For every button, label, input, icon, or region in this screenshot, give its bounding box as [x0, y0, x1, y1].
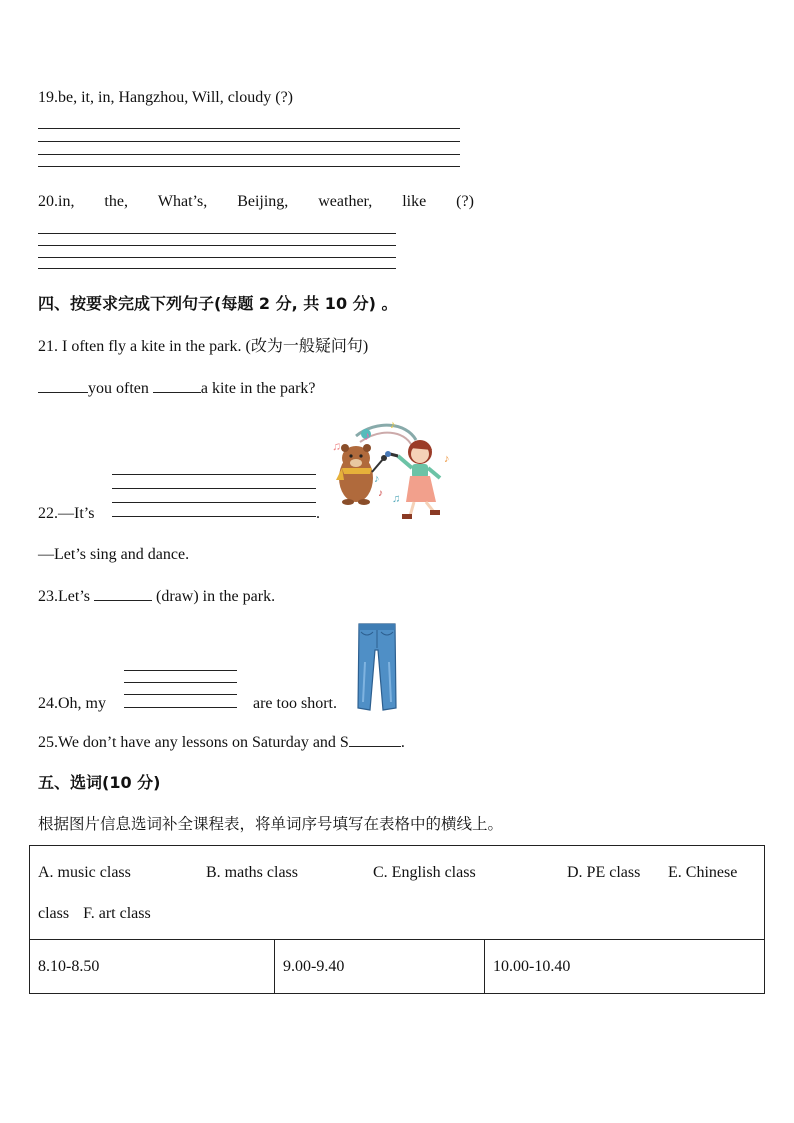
question-19: 19.be, it, in, Hangzhou, Will, cloudy (?): [38, 89, 294, 106]
question-22-prompt: 22.—It’s: [38, 505, 95, 522]
text: .: [400, 734, 405, 751]
option: F. art class: [83, 904, 151, 922]
text: (draw) in the park.: [156, 588, 276, 605]
answer-line: [38, 141, 460, 142]
answer-line: [124, 670, 237, 671]
schedule-table: [29, 845, 765, 994]
word-options-cell: [30, 846, 765, 940]
answer-line: [38, 154, 460, 155]
text: you often: [88, 380, 149, 397]
svg-text:♪: ♪: [444, 453, 450, 465]
word: Beijing,: [237, 193, 289, 210]
text: 25.We don’t have any lessons on Saturday and S: [38, 734, 349, 751]
option: E. Chinese: [668, 863, 738, 881]
section-5-instruction: 根据图片信息选词补全课程表，将单词序号填写在表格中的横线上。: [38, 815, 504, 833]
answer-line: [112, 474, 316, 475]
option: A. music class: [38, 863, 131, 881]
svg-text:♪: ♪: [378, 488, 383, 499]
blank[interactable]: [38, 378, 88, 393]
option: class: [38, 904, 70, 922]
answer-line: [38, 268, 396, 269]
question-24-prompt: 24.Oh, my: [38, 695, 106, 712]
word: What’s,: [157, 193, 208, 210]
answer-line: [124, 707, 237, 708]
question-21: 21. I often fly a kite in the park. (改为一般疑问句): [38, 338, 369, 355]
blank[interactable]: [153, 378, 201, 393]
answer-line: [124, 694, 237, 695]
word: (?): [456, 193, 474, 210]
option: D. PE class: [567, 863, 641, 881]
answer-line: [112, 516, 316, 517]
time-cell: 9.00-9.40: [275, 940, 485, 994]
svg-text:♪: ♪: [364, 429, 370, 443]
answer-line: [124, 682, 237, 683]
svg-text:♪: ♪: [374, 473, 380, 485]
text: 23.Let’s: [38, 588, 90, 605]
blank[interactable]: [349, 732, 401, 747]
blank[interactable]: [94, 586, 152, 601]
word: 20.in,: [38, 193, 75, 210]
svg-text:♫: ♫: [392, 493, 401, 505]
section-4-title: 四、按要求完成下列句子(每题 2 分, 共 10 分) 。: [38, 294, 398, 313]
svg-text:♫: ♫: [332, 439, 341, 453]
answer-line: [112, 488, 316, 489]
answer-line: [38, 128, 460, 129]
word: like: [402, 193, 427, 210]
time-cell: 10.00-10.40: [485, 940, 765, 994]
svg-text:♪: ♪: [390, 419, 396, 431]
option: C. English class: [373, 863, 476, 881]
question-23: [38, 586, 275, 607]
question-22-answer: —Let’s sing and dance.: [38, 546, 190, 563]
option: B. maths class: [206, 863, 298, 881]
answer-line: [38, 257, 396, 258]
question-24-end: are too short.: [253, 695, 337, 712]
question-22-end: .: [316, 505, 320, 522]
answer-line: [38, 245, 396, 246]
question-20: [38, 192, 474, 212]
question-25: [38, 732, 405, 753]
answer-line: [38, 166, 460, 167]
question-21-answer: [38, 378, 316, 399]
answer-line: [38, 233, 396, 234]
time-cell: 8.10-8.50: [30, 940, 275, 994]
word: the,: [104, 193, 128, 210]
word: weather,: [318, 193, 373, 210]
singing-girl-and-bear-illustration: [326, 418, 458, 522]
answer-line: [112, 502, 316, 503]
text: a kite in the park?: [200, 380, 316, 397]
jeans-icon: [357, 622, 397, 712]
section-5-title: 五、选词(10 分): [38, 773, 161, 792]
